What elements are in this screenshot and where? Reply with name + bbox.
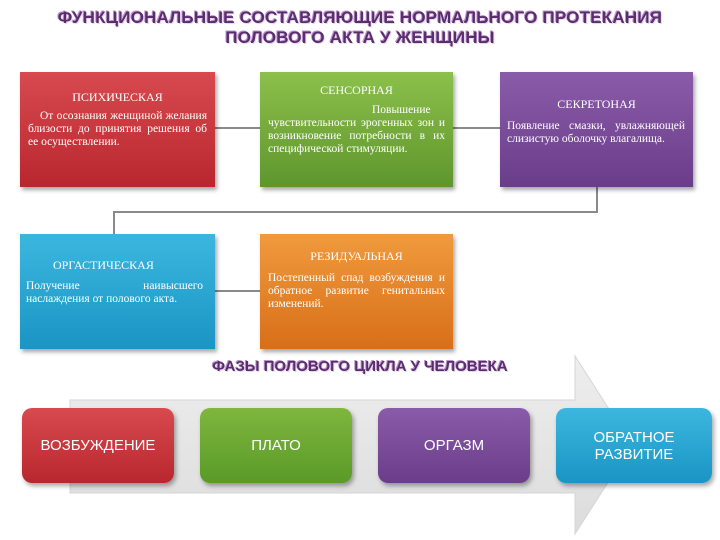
component-psychic-header: ПСИХИЧЕСКАЯ [72,90,163,104]
phases-title: ФАЗЫ ПОЛОВОГО ЦИКЛА У ЧЕЛОВЕКА [212,358,508,375]
phase-excitement [22,408,174,483]
phase-plateau-label: ПЛАТО [251,437,301,454]
component-secretory-header: СЕКРЕТОНАЯ [557,97,636,111]
component-orgastic-header: ОРГАСТИЧЕСКАЯ [53,258,154,272]
phase-plateau [200,408,352,483]
page-title-line-1: ФУНКЦИОНАЛЬНЫЕ СОСТАВЛЯЮЩИЕ НОРМАЛЬНОГО ПРОТЕКАНИЯ [57,8,663,27]
phase-orgasm-label: ОРГАЗМ [423,437,485,454]
component-sensory-body: Повышение чувствительности эрогенных зон и возникновение потребности в их специфической стимуляции. [268,104,445,155]
phase-orgasm [378,408,530,483]
page-title-line-2: ПОЛОВОГО АКТА У ЖЕНЩИНЫ [225,28,495,47]
component-secretory-body: Появление смазки, увлажняющей слизистую оболочку влагалища. [507,120,685,145]
phase-excitement-label: ВОЗБУЖДЕНИЕ [40,437,156,454]
component-psychic-body: От осознания женщиной желания близости до принятия решения об ее осуществлении. [28,110,207,148]
component-sensory-header: СЕНСОРНАЯ [320,83,393,97]
component-residual-header: РЕЗИДУАЛЬНАЯ [310,249,403,263]
phase-resolution-label: ОБРАТНОЕ РАЗВИТИЕ [593,428,675,463]
phase-resolution [556,408,712,483]
component-orgastic-body: Получение наивысшего наслаждения от полового акта. [26,280,203,305]
component-residual-body: Постепенный спад возбуждения и обратное развитие генитальных изменений. [268,272,445,310]
